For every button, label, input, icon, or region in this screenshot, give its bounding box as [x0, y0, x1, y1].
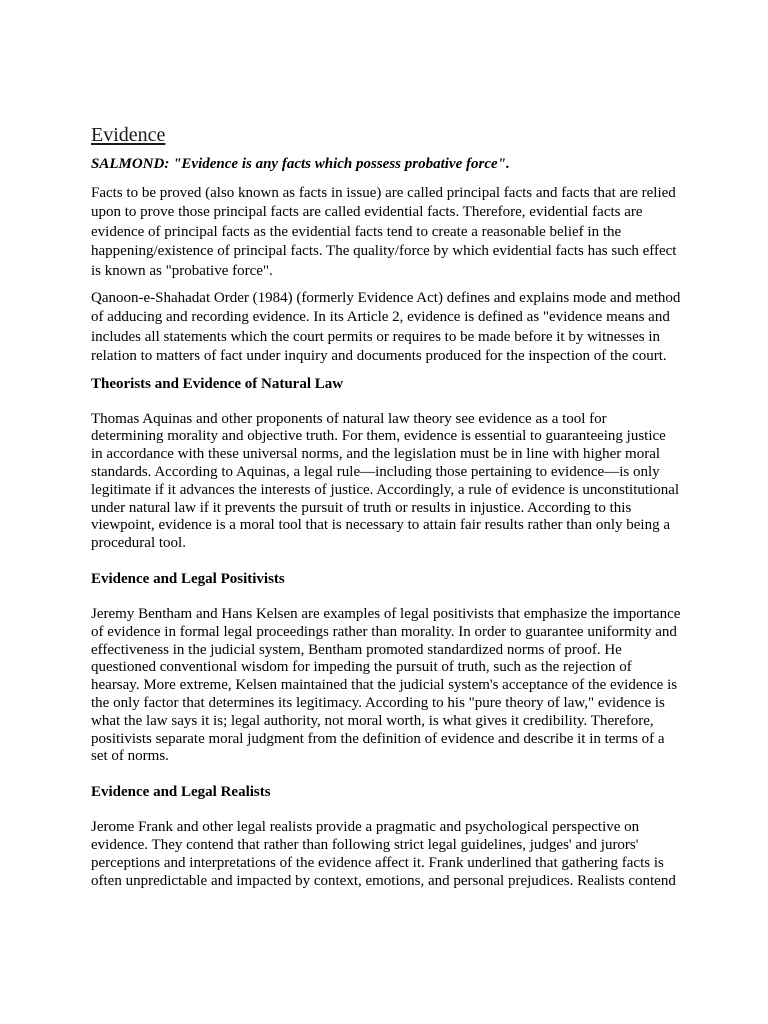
intro-paragraph-qanoon-e-shahadat: Qanoon-e-Shahadat Order (1984) (formerly Evidence Act) defines and explains mode and method of adducing and recording evidence. In its Article 2, evidence is defined as "evidence means and includes all statements which the court permits or requires to be made before it by witnesses in relation to matters of fact under inquiry and documents produced for the inspection of the court.: [91, 290, 681, 365]
document-page: [91, 123, 681, 907]
intro-paragraph-principal-facts: Facts to be proved (also known as facts in issue) are called principal facts and facts that are relied upon to prove those principal facts are called evidential facts. Therefore, evidential facts are evidence of principal facts as the evidential facts tend to create a reasonable belief in the happening/existence of principal facts. The quality/force by which evidential facts has such effect is known as "probative force".: [91, 185, 677, 279]
section-body-legal-realists: Jerome Frank and other legal realists provide a pragmatic and psychological perspective on evidence. They contend that rather than following strict legal guidelines, judges' and jurors' perceptions and interpretations of the evidence affect it. Frank underlined that gathering facts is often unpredictable and impacted by context, emotions, and personal prejudices. Realists contend: [91, 819, 676, 889]
section-heading-legal-positivists: Evidence and Legal Positivists: [91, 571, 285, 588]
section-body-natural-law: Thomas Aquinas and other proponents of natural law theory see evidence as a tool for determining morality and objective truth. For them, evidence is essential to guaranteeing justice in accordance with these universal norms, and the legislation must be in line with higher moral standards. According to Aquinas, a legal rule—including those pertaining to evidence—is only legitimate if it advances the interests of justice. Accordingly, a rule of evidence is unconstitutional under natural law if it prevents the pursuit of truth or results in injustice. According to this viewpoint, evidence is a moral tool that is necessary to attain fair results rather than only being a procedural tool.: [91, 410, 680, 552]
section-heading-natural-law: Theorists and Evidence of Natural Law: [91, 375, 344, 392]
document-title: Evidence: [91, 124, 166, 146]
section-heading-legal-realists: Evidence and Legal Realists: [91, 784, 271, 801]
salmond-quote: SALMOND: "Evidence is any facts which possess probative force".: [91, 156, 510, 172]
section-body-legal-positivists: Jeremy Bentham and Hans Kelsen are examples of legal positivists that emphasize the importance of evidence in formal legal proceedings rather than morality. In order to guarantee uniformity and effectiveness in the judicial system, Bentham promoted standardized norms of proof. He questioned conventional wisdom for impeding the pursuit of truth, such as the rejection of hearsay. More extreme, Kelsen maintained that the judicial system's acceptance of the evidence is the only factor that determines its legitimacy. According to his "pure theory of law," evidence is what the law says it is; legal authority, not moral worth, is what gives it credibility. Therefore, positivists separate moral judgment from the definition of evidence and describe it in terms of a set of norms.: [91, 606, 681, 765]
